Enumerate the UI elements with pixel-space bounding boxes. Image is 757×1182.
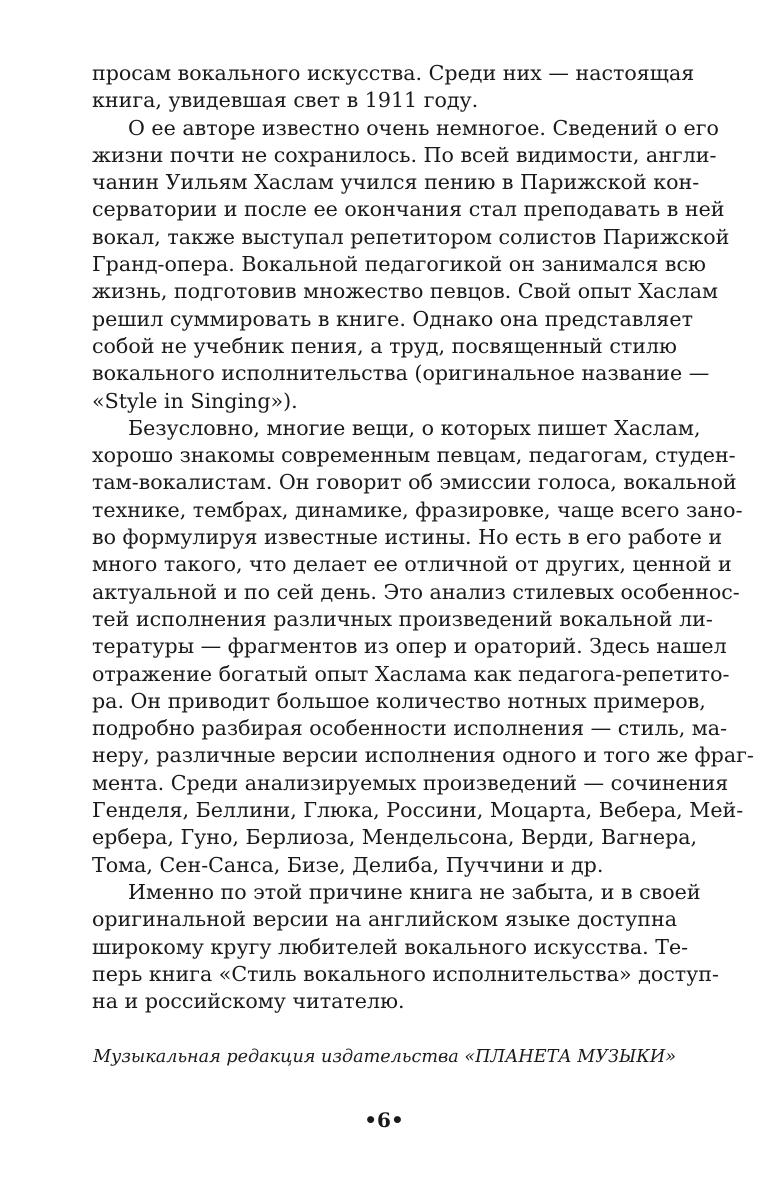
paragraph — [92, 115, 730, 415]
text-line: просам вокального искусства. Среди них — настоящая — [92, 61, 695, 85]
text-line: тей исполнения различных произведений вокальной ли- — [92, 606, 713, 631]
text-line: актуальной и по сей день. Это анализ стилевых особеннос- — [92, 579, 740, 604]
paragraph — [92, 415, 754, 879]
publisher-signature: Музыкальная редакция издательства «ПЛАНЕТА МУЗЫКИ» — [93, 1047, 676, 1067]
text-line: перь книга «Стиль вокального исполнительства» доступ- — [92, 961, 719, 986]
text-line: во формулируя известные истины. Но есть в его работе и — [92, 525, 723, 550]
text-line: отражение богатый опыт Хаслама как педагога-репетито- — [92, 661, 730, 686]
text-line: много такого, что делает ее отличной от других, ценной и — [92, 552, 732, 577]
text-line: вокального исполнительства (оригинальное название — — [92, 361, 710, 386]
text-line: жизни почти не сохранилось. По всей видимости, англи- — [92, 142, 717, 167]
text-line: Тома, Сен-Санса, Бизе, Делиба, Пуччини и др. — [92, 852, 604, 877]
text-line: собой не учебник пения, а труд, посвященный стилю — [92, 333, 677, 358]
text-line: на и российскому читателю. — [92, 989, 405, 1014]
text-line: широкому кругу любителей вокального искусства. Те- — [92, 934, 689, 959]
text-line: Безусловно, многие вещи, о которых пишет Хаслам, — [128, 415, 701, 440]
text-line: Именно по этой причине книга не забыта, и в своей — [128, 879, 701, 904]
text-line: подробно разбирая особенности исполнения — стиль, ма- — [92, 716, 728, 741]
text-line: решил суммировать в книге. Однако она представляет — [92, 306, 693, 331]
page-body — [92, 60, 754, 1015]
text-line: «Style in Singing»). — [92, 388, 298, 413]
text-line: там-вокалистам. Он говорит об эмиссии голоса, вокальной — [92, 470, 737, 495]
page-number: •6• — [364, 1108, 404, 1132]
text-line: Гранд-опера. Вокальной педагогикой он занимался всю — [92, 252, 706, 277]
text-line: книга, увидевшая свет в 1911 году. — [92, 88, 479, 113]
text-line: хорошо знакомы современным певцам, педагогам, студен- — [92, 443, 736, 468]
text-line: вокал, также выступал репетитором солистов Парижской — [92, 224, 730, 249]
text-line: ербера, Гуно, Берлиоза, Мендельсона, Верди, Вагнера, — [92, 825, 698, 850]
text-line: неру, различные версии исполнения одного и того же фраг- — [92, 743, 754, 768]
text-line: мента. Среди анализируемых произведений — сочинения — [92, 770, 729, 795]
text-line: Генделя, Беллини, Глюка, Россини, Моцарта, Вебера, Мей- — [92, 798, 744, 823]
text-line: жизнь, подготовив множество певцов. Свой опыт Хаслам — [92, 279, 719, 304]
text-line: серватории и после ее окончания стал преподавать в ней — [92, 197, 725, 222]
paragraph — [92, 60, 695, 115]
paragraph — [92, 879, 719, 1015]
text-line: оригинальной версии на английском языке доступна — [92, 907, 677, 932]
text-line: чанин Уильям Хаслам учился пению в Парижской кон- — [92, 170, 700, 195]
text-line: О ее авторе известно очень немногое. Сведений о его — [128, 115, 719, 140]
text-line: технике, тембрах, динамике, фразировке, чаще всего зано- — [92, 497, 743, 522]
text-line: ра. Он приводит большое количество нотных примеров, — [92, 688, 706, 713]
text-line: тературы — фрагментов из опер и ораторий. Здесь нашел — [92, 634, 727, 659]
